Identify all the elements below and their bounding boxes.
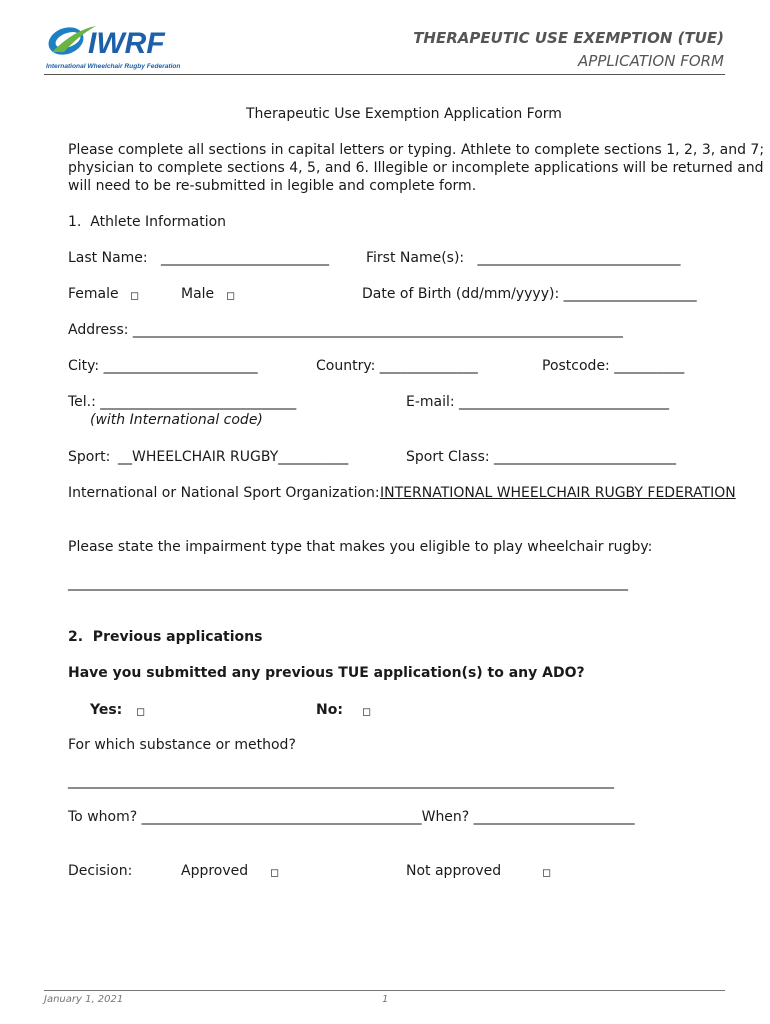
sport-class-field[interactable]: Sport Class: __________________________ — [406, 449, 677, 465]
tel-note: (with International code) — [90, 412, 263, 428]
female-label: Female — [68, 286, 119, 302]
iwrf-logo — [44, 22, 204, 74]
approved-checkbox[interactable]: ◻ — [270, 866, 280, 879]
org-value[interactable]: INTERNATIONAL WHEELCHAIR RUGBY FEDERATION — [380, 485, 736, 501]
footer-divider — [44, 990, 725, 991]
no-checkbox[interactable]: ◻ — [362, 705, 372, 718]
tel-field[interactable]: Tel.: ____________________________ — [68, 394, 297, 410]
section2-heading: 2. Previous applications — [68, 629, 263, 645]
no-label: No: — [316, 702, 343, 718]
impairment-line[interactable]: ________________________________________________________________________________ — [68, 575, 628, 591]
address-field[interactable]: Address: ______________________________________________________________________ — [68, 322, 623, 338]
last-name-field[interactable]: Last Name: ________________________ — [68, 250, 329, 266]
country-field[interactable]: Country: ______________ — [316, 358, 478, 374]
approved-label: Approved — [181, 863, 249, 879]
form-title: Therapeutic Use Exemption Application Form — [246, 106, 562, 122]
male-label: Male — [181, 286, 215, 302]
footer-page-number: 1 — [382, 994, 389, 1005]
sport-value[interactable]: __WHEELCHAIR RUGBY__________ — [118, 449, 349, 465]
postcode-field[interactable]: Postcode: __________ — [542, 358, 685, 374]
substance-line[interactable]: ______________________________________________________________________________ — [68, 773, 614, 789]
female-checkbox[interactable]: ◻ — [130, 289, 140, 302]
logo-text: IWRF — [88, 27, 165, 60]
email-field[interactable]: E-mail: ______________________________ — [406, 394, 670, 410]
city-field[interactable]: City: ______________________ — [68, 358, 258, 374]
male-checkbox[interactable]: ◻ — [226, 289, 236, 302]
substance-question: For which substance or method? — [68, 737, 296, 753]
yes-label: Yes: — [90, 702, 123, 718]
to-whom-when-field[interactable]: To whom? ________________________________________When? _______________________ — [68, 809, 635, 825]
footer-date: January 1, 2021 — [44, 994, 124, 1005]
decision-label: Decision: — [68, 863, 133, 879]
dob-field[interactable]: Date of Birth (dd/mm/yyyy): ___________________ — [362, 286, 697, 302]
not-approved-checkbox[interactable]: ◻ — [542, 866, 552, 879]
yes-checkbox[interactable]: ◻ — [136, 705, 146, 718]
org-label: International or National Sport Organization: — [68, 485, 380, 501]
section1-heading: 1. Athlete Information — [68, 214, 227, 230]
not-approved-label: Not approved — [406, 863, 502, 879]
impairment-question: Please state the impairment type that makes you eligible to play wheelchair rugby: — [68, 539, 653, 555]
sport-label: Sport: — [68, 449, 111, 465]
previous-tue-question: Have you submitted any previous TUE application(s) to any ADO? — [68, 665, 585, 681]
intro-line-2: physician to complete sections 4, 5, and 6. Illegible or incomplete applications will be returned and — [68, 160, 764, 176]
logo-subtitle: International Wheelchair Rugby Federation — [46, 63, 181, 70]
intro-line-1: Please complete all sections in capital letters or typing. Athlete to complete sections 1, 2, 3, and 7; — [68, 142, 765, 158]
header-title: THERAPEUTIC USE EXEMPTION (TUE) — [413, 29, 724, 47]
first-name-field[interactable]: First Name(s): _____________________________ — [366, 250, 681, 266]
header-divider — [44, 74, 725, 75]
intro-line-3: will need to be re-submitted in legible and complete form. — [68, 178, 477, 194]
header-subtitle: APPLICATION FORM — [578, 52, 724, 70]
